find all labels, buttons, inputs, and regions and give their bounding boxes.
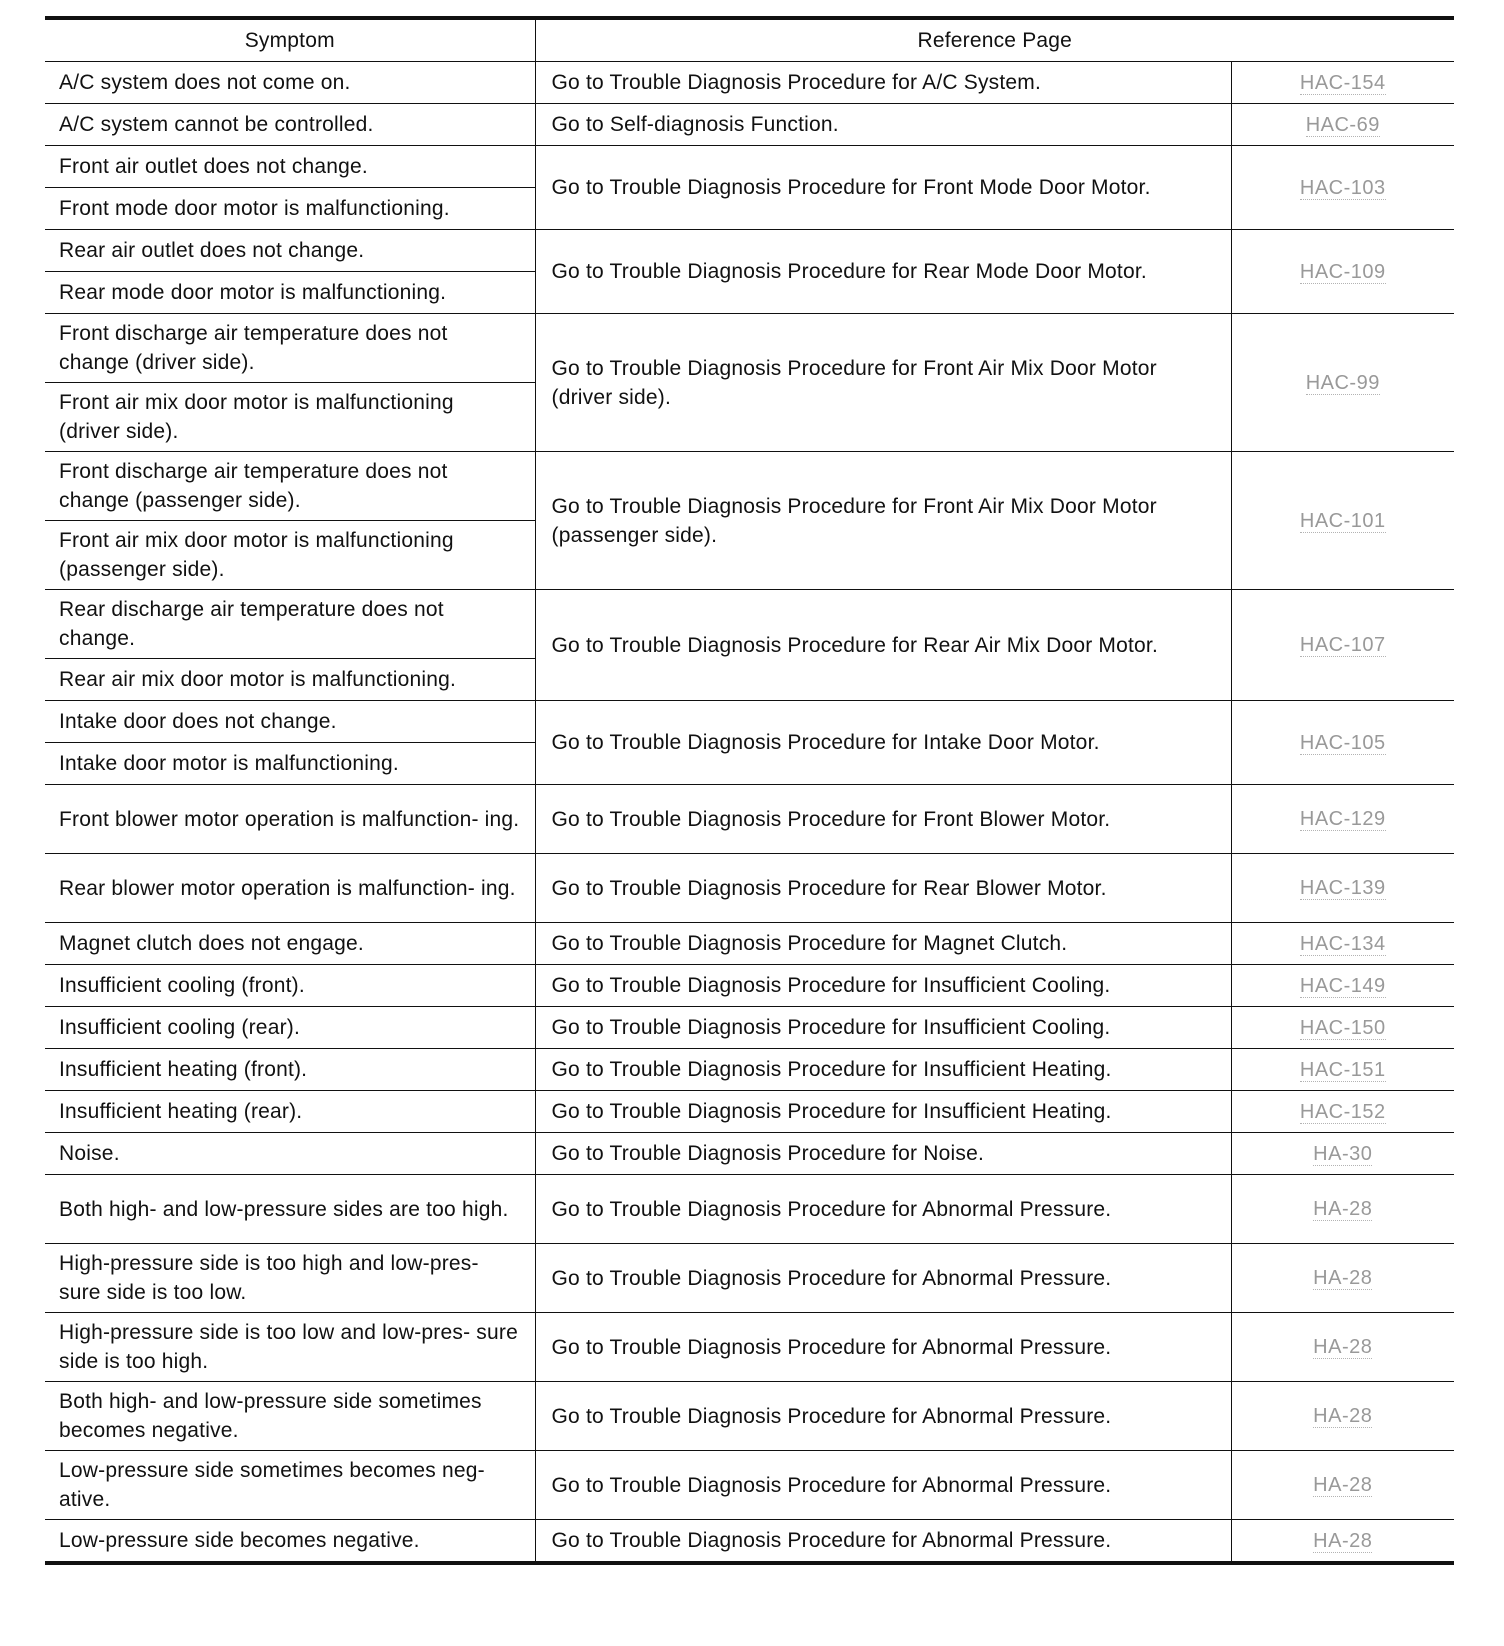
symptom-cell: Noise. — [45, 1133, 535, 1175]
procedure-cell: Go to Trouble Diagnosis Procedure for Abnormal Pressure. — [535, 1313, 1231, 1382]
symptom-column-header: Symptom — [45, 18, 535, 62]
page-reference-link[interactable]: HA-28 — [1313, 1405, 1373, 1427]
page-reference-cell — [1231, 701, 1454, 785]
symptom-cell: Both high- and low-pressure side sometimes becomes negative. — [45, 1382, 535, 1451]
table-header — [45, 18, 1454, 62]
page-reference-link[interactable]: HA-28 — [1313, 1336, 1373, 1358]
table-row — [45, 1382, 1454, 1451]
symptom-cell: Front blower motor operation is malfunction- ing. — [45, 785, 535, 854]
procedure-cell: Go to Trouble Diagnosis Procedure for Insufficient Cooling. — [535, 965, 1231, 1007]
page-reference-link[interactable]: HAC-154 — [1299, 71, 1386, 94]
page-reference-cell — [1231, 1244, 1454, 1313]
page-reference-link[interactable]: HAC-99 — [1305, 371, 1380, 394]
procedure-cell: Go to Trouble Diagnosis Procedure for Abnormal Pressure. — [535, 1382, 1231, 1451]
procedure-cell: Go to Trouble Diagnosis Procedure for Abnormal Pressure. — [535, 1175, 1231, 1244]
procedure-cell: Go to Trouble Diagnosis Procedure for Insufficient Heating. — [535, 1049, 1231, 1091]
page-reference-link[interactable]: HAC-151 — [1299, 1058, 1386, 1081]
page-reference-cell — [1231, 62, 1454, 104]
page-reference-cell — [1231, 785, 1454, 854]
symptom-cell: Front air outlet does not change. — [45, 146, 535, 188]
table-row — [45, 965, 1454, 1007]
symptom-cell: Insufficient heating (front). — [45, 1049, 535, 1091]
table-row — [45, 62, 1454, 104]
symptom-cell: Low-pressure side sometimes becomes neg- ative. — [45, 1451, 535, 1520]
table-row — [45, 314, 1454, 383]
table-row — [45, 452, 1454, 521]
table-row — [45, 1133, 1454, 1175]
table-row — [45, 1049, 1454, 1091]
page-reference-cell — [1231, 452, 1454, 590]
symptom-cell: Intake door motor is malfunctioning. — [45, 743, 535, 785]
page-reference-cell — [1231, 923, 1454, 965]
table-row — [45, 1520, 1454, 1564]
symptom-cell: Rear discharge air temperature does not change. — [45, 590, 535, 659]
symptom-cell: Insufficient heating (rear). — [45, 1091, 535, 1133]
page-reference-cell — [1231, 314, 1454, 452]
page-reference-link[interactable]: HA-28 — [1313, 1267, 1373, 1289]
page-reference-link[interactable]: HA-28 — [1313, 1198, 1373, 1220]
page-reference-cell — [1231, 1451, 1454, 1520]
page-reference-cell — [1231, 1091, 1454, 1133]
table-row — [45, 230, 1454, 272]
page-reference-cell — [1231, 1382, 1454, 1451]
procedure-cell: Go to Trouble Diagnosis Procedure for Intake Door Motor. — [535, 701, 1231, 785]
table-row — [45, 1451, 1454, 1520]
symptom-cell: Front air mix door motor is malfunctioning (passenger side). — [45, 521, 535, 590]
symptom-cell: A/C system cannot be controlled. — [45, 104, 535, 146]
symptom-cell: Intake door does not change. — [45, 701, 535, 743]
page-reference-cell — [1231, 590, 1454, 701]
symptom-cell: Front air mix door motor is malfunctioning (driver side). — [45, 383, 535, 452]
page-reference-link[interactable]: HAC-149 — [1299, 974, 1386, 997]
symptom-cell: Front discharge air temperature does not change (passenger side). — [45, 452, 535, 521]
page-reference-cell — [1231, 1175, 1454, 1244]
table-row — [45, 854, 1454, 923]
page-reference-cell — [1231, 1049, 1454, 1091]
page-reference-link[interactable]: HAC-103 — [1299, 176, 1386, 199]
symptom-cell: Both high- and low-pressure sides are too high. — [45, 1175, 535, 1244]
page-reference-link[interactable]: HAC-69 — [1305, 113, 1380, 136]
symptom-cell: High-pressure side is too low and low-pres- sure side is too high. — [45, 1313, 535, 1382]
procedure-cell: Go to Trouble Diagnosis Procedure for Abnormal Pressure. — [535, 1520, 1231, 1564]
page-reference-link[interactable]: HAC-152 — [1299, 1100, 1386, 1123]
page-reference-link[interactable]: HAC-109 — [1299, 260, 1386, 283]
symptom-table-container — [45, 16, 1454, 1565]
table-row — [45, 146, 1454, 188]
procedure-cell: Go to Trouble Diagnosis Procedure for Rear Blower Motor. — [535, 854, 1231, 923]
symptom-cell: Front mode door motor is malfunctioning. — [45, 188, 535, 230]
page-reference-cell — [1231, 1313, 1454, 1382]
page-reference-cell — [1231, 1007, 1454, 1049]
table-row — [45, 1244, 1454, 1313]
page-reference-link[interactable]: HAC-107 — [1299, 634, 1386, 656]
symptom-table — [45, 16, 1454, 1565]
header-row — [45, 18, 1454, 62]
procedure-cell: Go to Trouble Diagnosis Procedure for Insufficient Heating. — [535, 1091, 1231, 1133]
table-row — [45, 701, 1454, 743]
procedure-cell: Go to Trouble Diagnosis Procedure for Front Air Mix Door Motor (driver side). — [535, 314, 1231, 452]
page-reference-link[interactable]: HA-28 — [1313, 1474, 1373, 1496]
symptom-cell: Magnet clutch does not engage. — [45, 923, 535, 965]
procedure-cell: Go to Trouble Diagnosis Procedure for Front Mode Door Motor. — [535, 146, 1231, 230]
table-row — [45, 1007, 1454, 1049]
page-reference-link[interactable]: HAC-134 — [1299, 932, 1386, 955]
page-reference-link[interactable]: HAC-105 — [1299, 731, 1386, 754]
procedure-cell: Go to Trouble Diagnosis Procedure for Rear Mode Door Motor. — [535, 230, 1231, 314]
symptom-cell: Rear air outlet does not change. — [45, 230, 535, 272]
page-reference-cell — [1231, 854, 1454, 923]
page-reference-cell — [1231, 1520, 1454, 1564]
procedure-cell: Go to Trouble Diagnosis Procedure for A/C System. — [535, 62, 1231, 104]
page-reference-cell — [1231, 104, 1454, 146]
table-row — [45, 1175, 1454, 1244]
table-row — [45, 785, 1454, 854]
procedure-cell: Go to Self-diagnosis Function. — [535, 104, 1231, 146]
symptom-cell: Low-pressure side becomes negative. — [45, 1520, 535, 1564]
procedure-cell: Go to Trouble Diagnosis Procedure for Noise. — [535, 1133, 1231, 1175]
symptom-cell: Rear air mix door motor is malfunctioning. — [45, 659, 535, 701]
page-reference-link[interactable]: HA-28 — [1313, 1529, 1373, 1552]
symptom-cell: Insufficient cooling (front). — [45, 965, 535, 1007]
reference-column-header: Reference Page — [535, 18, 1454, 62]
procedure-cell: Go to Trouble Diagnosis Procedure for Insufficient Cooling. — [535, 1007, 1231, 1049]
symptom-cell: Front discharge air temperature does not change (driver side). — [45, 314, 535, 383]
page-reference-link[interactable]: HAC-101 — [1299, 509, 1386, 532]
table-row — [45, 1091, 1454, 1133]
page-reference-link[interactable]: HAC-129 — [1299, 808, 1386, 830]
procedure-cell: Go to Trouble Diagnosis Procedure for Abnormal Pressure. — [535, 1244, 1231, 1313]
page-reference-link[interactable]: HAC-150 — [1299, 1016, 1386, 1039]
page-reference-cell — [1231, 230, 1454, 314]
procedure-cell: Go to Trouble Diagnosis Procedure for Rear Air Mix Door Motor. — [535, 590, 1231, 701]
symptom-cell: Insufficient cooling (rear). — [45, 1007, 535, 1049]
page-reference-link[interactable]: HA-30 — [1313, 1142, 1373, 1165]
table-row — [45, 923, 1454, 965]
procedure-cell: Go to Trouble Diagnosis Procedure for Abnormal Pressure. — [535, 1451, 1231, 1520]
table-row — [45, 590, 1454, 659]
page-reference-cell — [1231, 1133, 1454, 1175]
page-reference-cell — [1231, 965, 1454, 1007]
symptom-cell: A/C system does not come on. — [45, 62, 535, 104]
procedure-cell: Go to Trouble Diagnosis Procedure for Front Air Mix Door Motor (passenger side). — [535, 452, 1231, 590]
procedure-cell: Go to Trouble Diagnosis Procedure for Front Blower Motor. — [535, 785, 1231, 854]
procedure-cell: Go to Trouble Diagnosis Procedure for Magnet Clutch. — [535, 923, 1231, 965]
page-reference-link[interactable]: HAC-139 — [1299, 877, 1386, 899]
table-row — [45, 1313, 1454, 1382]
table-body — [45, 62, 1454, 1564]
page-reference-cell — [1231, 146, 1454, 230]
table-row — [45, 104, 1454, 146]
symptom-cell: Rear blower motor operation is malfunction- ing. — [45, 854, 535, 923]
symptom-cell: Rear mode door motor is malfunctioning. — [45, 272, 535, 314]
symptom-cell: High-pressure side is too high and low-pres- sure side is too low. — [45, 1244, 535, 1313]
